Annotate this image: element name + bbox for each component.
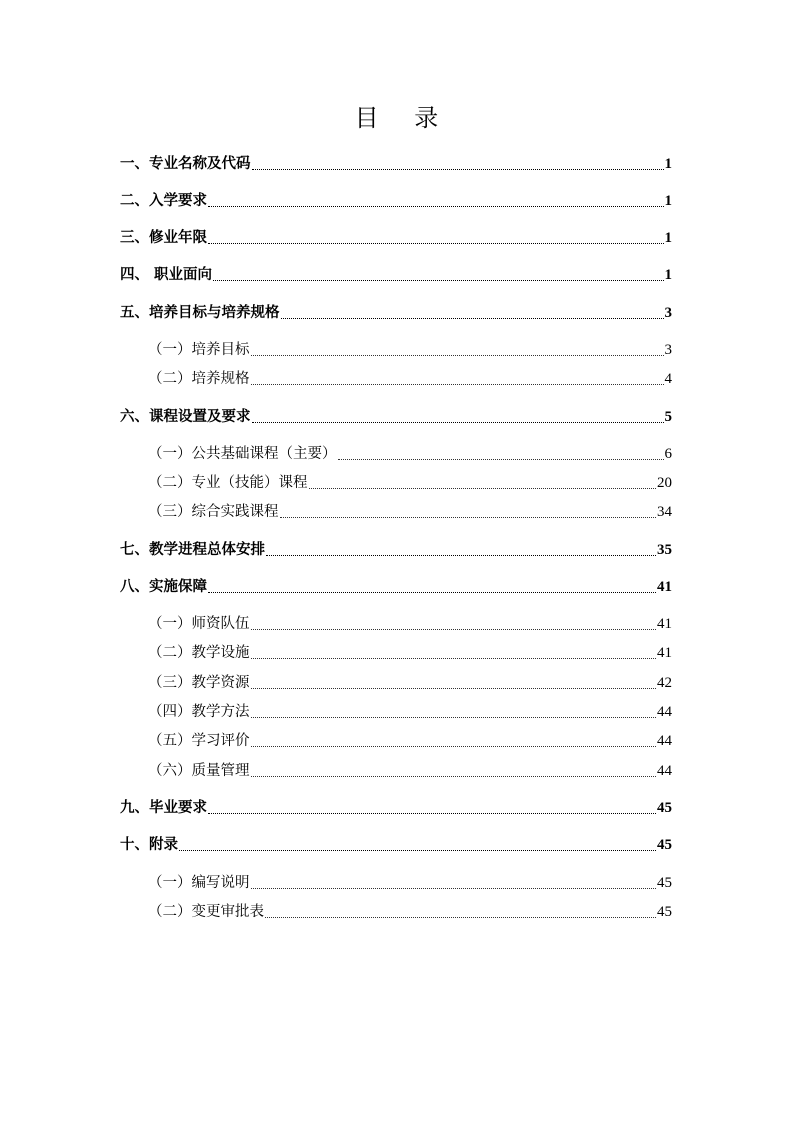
toc-entry-page: 5 (664, 409, 672, 425)
toc-entry[interactable] (148, 903, 672, 921)
toc-entry-label: 七、教学进程总体安排 (120, 542, 265, 558)
toc-entry[interactable] (148, 703, 672, 721)
toc-entry-label: 五、培养目标与培养规格 (120, 305, 280, 321)
toc-leader-dots (251, 657, 657, 659)
toc-leader-dots (179, 849, 656, 851)
toc-entry-page: 1 (664, 230, 672, 246)
toc-entry[interactable] (120, 541, 672, 559)
toc-entry[interactable] (120, 836, 672, 854)
toc-entry[interactable] (148, 644, 672, 662)
toc-leader-dots (208, 812, 656, 814)
toc-entry-page: 41 (657, 645, 672, 661)
toc-leader-dots (251, 716, 657, 718)
toc-entry-label: 八、实施保障 (120, 579, 207, 595)
toc-leader-dots (252, 421, 664, 423)
toc-entry-page: 3 (664, 342, 672, 358)
toc-leader-dots (208, 591, 656, 593)
toc-leader-dots (251, 887, 657, 889)
toc-entry-page: 44 (657, 763, 672, 779)
toc-entry[interactable] (148, 503, 672, 521)
toc-entry-label: 九、毕业要求 (120, 800, 207, 816)
toc-entry[interactable] (120, 304, 672, 322)
toc-entry-label: （二）培养规格 (148, 371, 250, 387)
toc-leader-dots (251, 775, 657, 777)
toc-leader-dots (213, 279, 663, 281)
toc-entry-page: 45 (657, 800, 672, 816)
toc-entry[interactable] (148, 341, 672, 359)
toc-entry[interactable] (148, 874, 672, 892)
toc-title: 目 录 (354, 104, 453, 132)
toc-entry-label: 十、附录 (120, 837, 178, 853)
toc-entry-label: （一）公共基础课程（主要） (148, 446, 337, 462)
toc-entry[interactable] (148, 762, 672, 780)
toc-entry[interactable] (148, 370, 672, 388)
toc-entry[interactable] (120, 229, 672, 247)
toc-entry-label: （一）师资队伍 (148, 616, 250, 632)
toc-entry-label: （三）综合实践课程 (148, 504, 279, 520)
toc-entry-label: 六、课程设置及要求 (120, 409, 251, 425)
toc-leader-dots (280, 516, 657, 518)
toc-entry-page: 44 (657, 733, 672, 749)
toc-leader-dots (281, 317, 664, 319)
toc-entry-label: （六）质量管理 (148, 763, 250, 779)
toc-entry-page: 1 (664, 267, 672, 283)
toc-entry[interactable] (120, 192, 672, 210)
toc-leader-dots (208, 205, 664, 207)
toc-entry-page: 6 (664, 446, 672, 462)
toc-entry-label: （二）教学设施 (148, 645, 250, 661)
toc-entry[interactable] (148, 732, 672, 750)
toc-entry-page: 35 (657, 542, 672, 558)
toc-entry-page: 3 (664, 305, 672, 321)
toc-entry[interactable] (148, 615, 672, 633)
toc-entry-page: 1 (664, 156, 672, 172)
toc-entry-page: 45 (657, 904, 672, 920)
toc-entry[interactable] (148, 445, 672, 463)
toc-entry-label: （一）培养目标 (148, 342, 250, 358)
toc-entry[interactable] (120, 578, 672, 596)
toc-entry[interactable] (120, 266, 672, 284)
toc-entry-label: （一）编写说明 (148, 875, 250, 891)
toc-leader-dots (265, 916, 656, 918)
toc-entry-page: 41 (657, 579, 672, 595)
toc-entry[interactable] (120, 155, 672, 173)
toc-leader-dots (251, 628, 657, 630)
toc-entry-page: 20 (657, 475, 672, 491)
toc-leader-dots (309, 487, 657, 489)
toc-entry[interactable] (120, 799, 672, 817)
toc-entry-label: 四、 职业面向 (120, 267, 213, 283)
toc-entry-page: 44 (657, 704, 672, 720)
toc-entry-page: 41 (657, 616, 672, 632)
toc-entry[interactable] (120, 408, 672, 426)
toc-entry-page: 42 (657, 675, 672, 691)
toc-leader-dots (338, 458, 664, 460)
toc-entry-label: 三、修业年限 (120, 230, 207, 246)
toc-leader-dots (251, 383, 664, 385)
toc-entry-label: （五）学习评价 (148, 733, 250, 749)
toc-leader-dots (208, 242, 664, 244)
toc-entry-label: 二、入学要求 (120, 193, 207, 209)
toc-entry-label: 一、专业名称及代码 (120, 156, 251, 172)
toc-leader-dots (251, 687, 657, 689)
toc-entry-label: （二）专业（技能）课程 (148, 475, 308, 491)
toc-entry-page: 1 (664, 193, 672, 209)
toc-entry[interactable] (148, 674, 672, 692)
toc-leader-dots (252, 168, 664, 170)
toc-entry-label: （三）教学资源 (148, 675, 250, 691)
toc-entry-label: （四）教学方法 (148, 704, 250, 720)
toc-entry[interactable] (148, 474, 672, 492)
toc-entry-page: 45 (657, 875, 672, 891)
toc-leader-dots (251, 354, 664, 356)
toc-leader-dots (251, 745, 657, 747)
toc-entry-label: （二）变更审批表 (148, 904, 264, 920)
toc-entry-page: 45 (657, 837, 672, 853)
toc-leader-dots (266, 554, 656, 556)
toc-entry-page: 34 (657, 504, 672, 520)
toc-entry-page: 4 (664, 371, 672, 387)
